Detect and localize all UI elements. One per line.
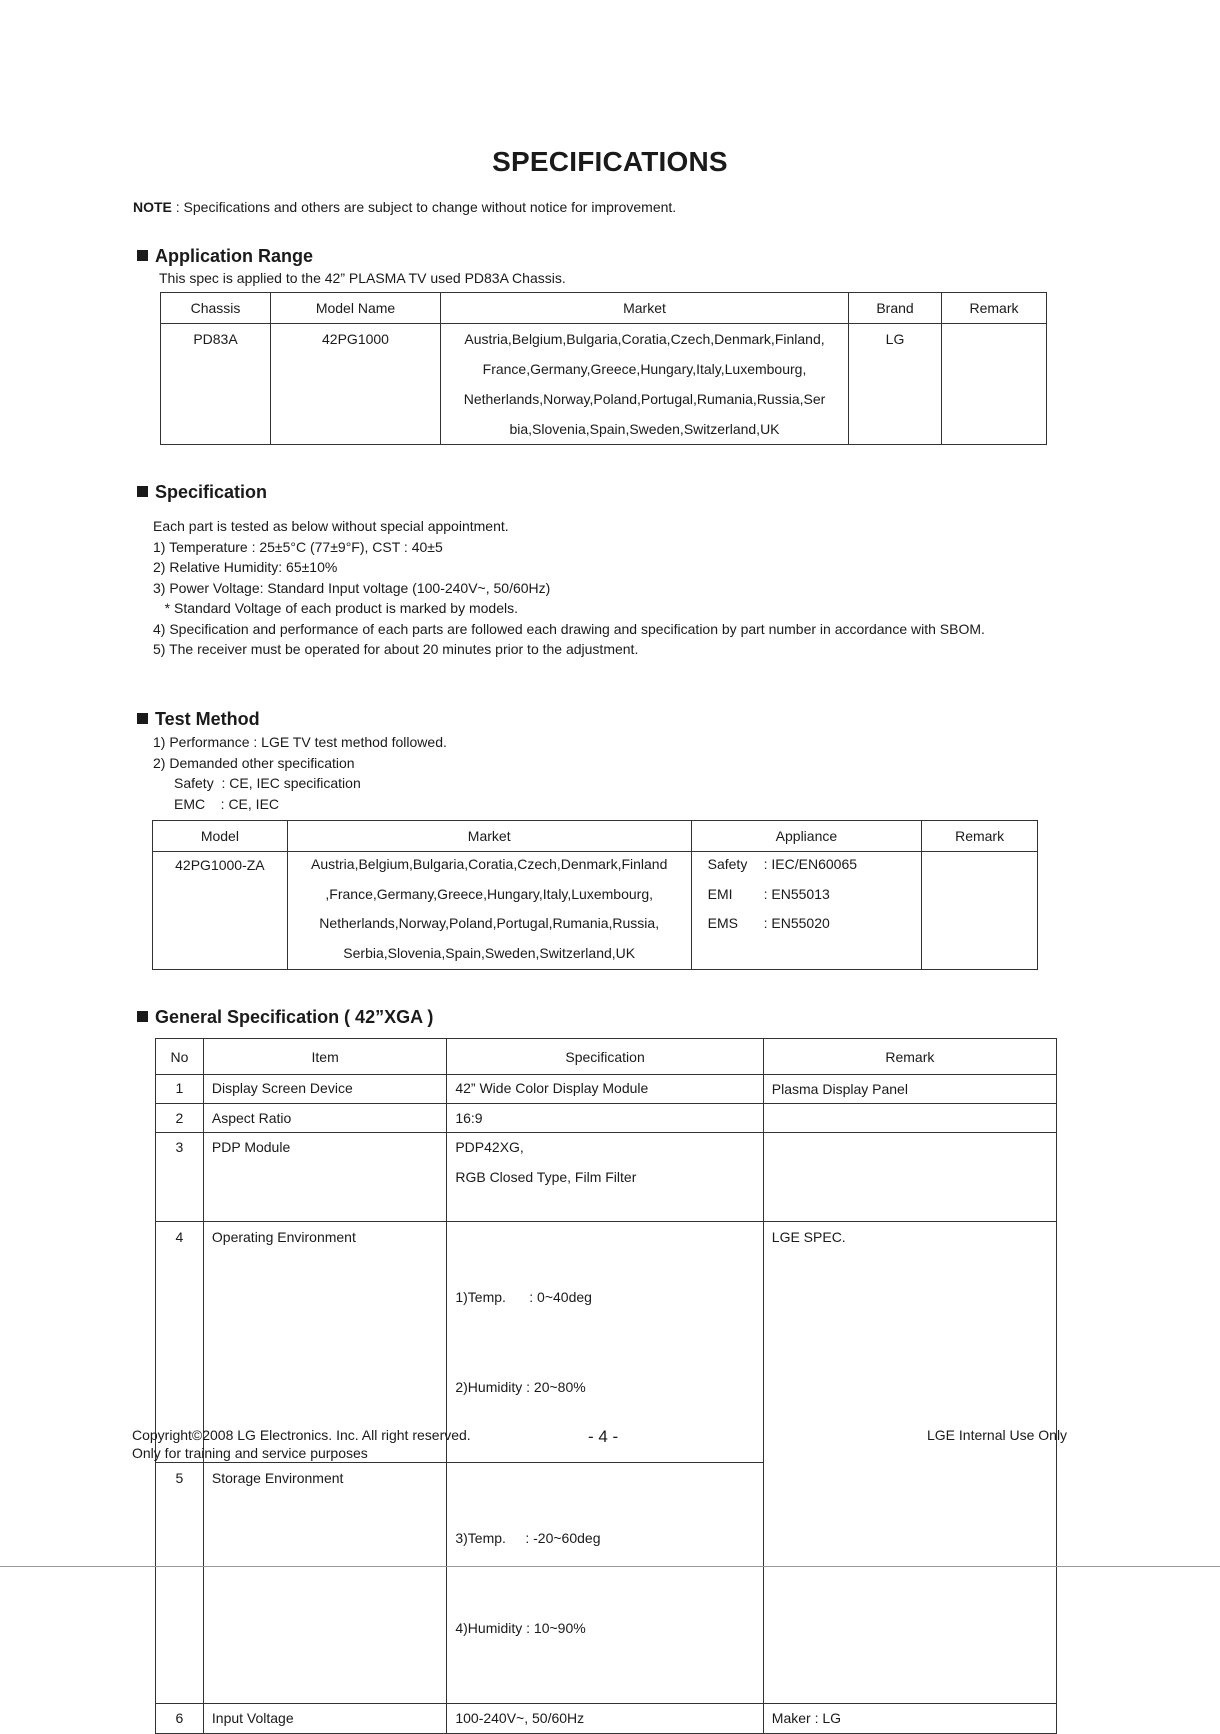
footer-training-note: Only for training and service purposes	[132, 1445, 368, 1461]
appliance-cell	[691, 852, 922, 970]
table-header-row	[161, 293, 1047, 324]
col-remark: Remark	[763, 1039, 1056, 1075]
note-text: : Specifications and others are subject to change without notice for improvement.	[171, 199, 677, 215]
list-item: 2) Relative Humidity: 65±10%	[153, 559, 338, 575]
list-item: 1) Temperature : 25±5°C (77±9°F), CST : 40±5	[153, 538, 443, 555]
table-row: 2 Aspect Ratio 16:9	[156, 1104, 1057, 1133]
table-header-row	[156, 1039, 1057, 1075]
page-number: - 4 -	[588, 1427, 619, 1446]
col-model-name: Model Name	[271, 293, 441, 324]
col-model: Model	[153, 821, 288, 852]
remark-cell	[942, 324, 1047, 445]
col-remark: Remark	[922, 821, 1038, 852]
model-cell: 42PG1000-ZA	[153, 852, 288, 970]
brand-cell: LG	[849, 324, 942, 445]
appliance-emi: EMI : EN55013	[707, 885, 830, 902]
table-row: 4 Operating Environment 1)Temp. : 0~40deg 2)Humidity : 20~80% LGE SPEC.	[156, 1222, 1057, 1463]
test-method-table	[152, 820, 1038, 970]
footer-internal-use: LGE Internal Use Only	[927, 1427, 1068, 1443]
col-appliance: Appliance	[691, 821, 922, 852]
table-row	[153, 852, 1038, 970]
general-spec-table	[155, 1038, 1057, 1734]
col-brand: Brand	[849, 293, 942, 324]
table-row	[161, 324, 1047, 445]
application-range-table	[160, 292, 1047, 445]
table-header-row	[153, 821, 1038, 852]
col-market: Market	[441, 293, 849, 324]
list-item: 4) Specification and performance of each parts are followed each drawing and specification by part number in accordance with SBOM.	[153, 620, 985, 637]
model-name-cell: 42PG1000	[271, 324, 441, 445]
test-method-list	[153, 732, 447, 814]
list-item: 5) The receiver must be operated for about 20 minutes prior to the adjustment.	[153, 641, 639, 657]
list-item: 3) Power Voltage: Standard Input voltage (100-240V~, 50/60Hz)	[153, 579, 551, 596]
page-bottom-divider	[0, 1566, 1220, 1567]
market-cell: Austria,Belgium,Bulgaria,Coratia,Czech,Denmark,Finland, France,Germany,Greece,Hungary,Italy,Luxembourg, Netherlands,Norway,Poland,Portugal,Rumania,Russia,Ser bia,Slovenia,Spain,Sweden,Switzerland,UK	[441, 324, 849, 445]
list-item: * Standard Voltage of each product is marked by models.	[153, 600, 518, 616]
list-item: Safety : CE, IEC specification	[174, 775, 361, 791]
list-item: 1) Performance : LGE TV test method followed.	[153, 734, 447, 750]
market-cell: Austria,Belgium,Bulgaria,Coratia,Czech,Denmark,Finland ,France,Germany,Greece,Hungary,Italy,Luxembourg, Netherlands,Norway,Poland,Portugal,Rumania,Russia, Serbia,Slovenia,Spain,Sweden,Switzerland,UK	[287, 852, 691, 970]
note	[133, 199, 676, 215]
square-bullet-icon	[137, 250, 148, 261]
specification-heading: Specification	[137, 482, 267, 503]
test-method-heading: Test Method	[137, 709, 260, 730]
remark-cell	[922, 852, 1038, 970]
col-item: Item	[203, 1039, 446, 1075]
general-spec-heading: General Specification ( 42”XGA )	[137, 1007, 433, 1028]
list-item: Each part is tested as below without special appointment.	[153, 518, 509, 534]
col-chassis: Chassis	[161, 293, 271, 324]
col-market: Market	[287, 821, 691, 852]
table-row: 6 Input Voltage 100-240V~, 50/60Hz Maker : LG	[156, 1704, 1057, 1734]
appliance-safety: Safety : IEC/EN60065	[707, 856, 858, 872]
application-range-intro: This spec is applied to the 42” PLASMA TV used PD83A Chassis.	[159, 270, 566, 286]
list-item: 2) Demanded other specification	[153, 754, 355, 771]
col-remark: Remark	[942, 293, 1047, 324]
table-row: 3 PDP Module PDP42XG, RGB Closed Type, Film Filter	[156, 1133, 1057, 1222]
square-bullet-icon	[137, 486, 148, 497]
specification-list	[153, 516, 985, 660]
chassis-cell: PD83A	[161, 324, 271, 445]
col-specification: Specification	[447, 1039, 763, 1075]
page-title: SPECIFICATIONS	[492, 146, 728, 177]
square-bullet-icon	[137, 1011, 148, 1022]
application-range-heading: Application Range	[137, 246, 313, 267]
appliance-ems: EMS : EN55020	[707, 915, 830, 931]
list-item: EMC : CE, IEC	[174, 795, 280, 812]
square-bullet-icon	[137, 713, 148, 724]
note-label: NOTE	[133, 199, 172, 215]
table-row: 1 Display Screen Device 42” Wide Color Display Module Plasma Display Panel	[156, 1075, 1057, 1104]
col-no: No	[156, 1039, 204, 1075]
footer-copyright: Copyright©2008 LG Electronics. Inc. All right reserved.	[132, 1427, 471, 1443]
table-row: 5 Storage Environment 3)Temp. : -20~60deg 4)Humidity : 10~90%	[156, 1463, 1057, 1704]
